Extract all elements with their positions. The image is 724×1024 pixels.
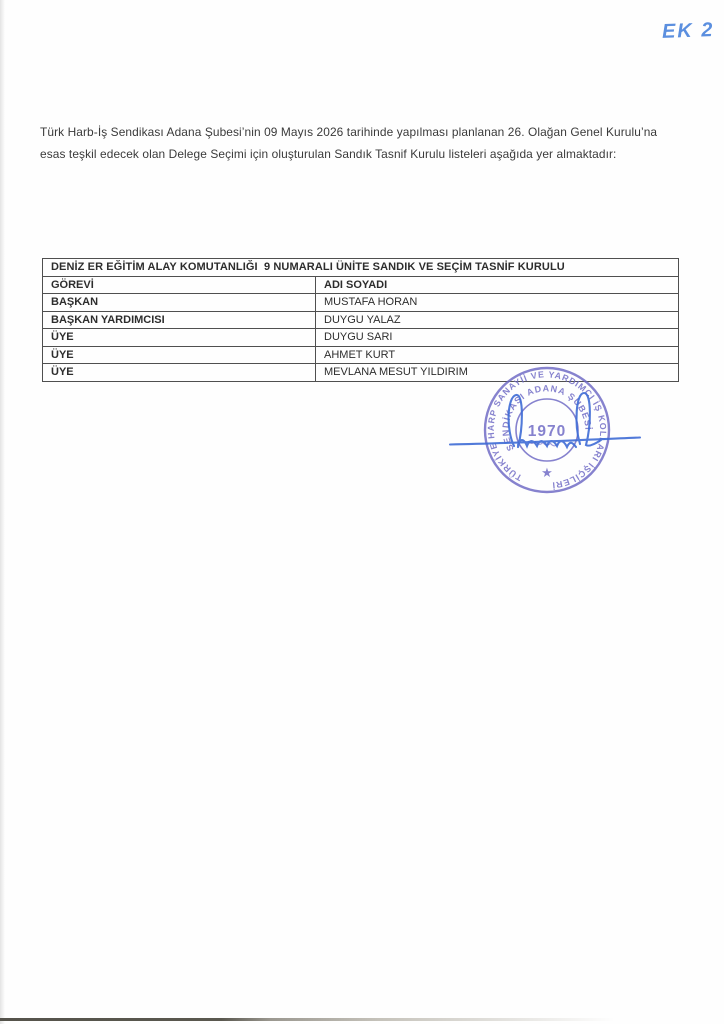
- table-header-row: [43, 276, 679, 294]
- stamp-year: 1970: [527, 423, 567, 440]
- table-title-row: [43, 259, 679, 277]
- cell-gorev: ÜYE: [43, 329, 316, 347]
- stamp-inner-ring-text: SENDİKASI ADANA ŞUBESİ: [500, 383, 594, 453]
- cell-gorev: BAŞKAN: [43, 294, 316, 312]
- column-header-gorevi: GÖREVİ: [43, 276, 316, 294]
- intro-paragraph: [40, 121, 700, 165]
- cell-gorev: ÜYE: [43, 346, 316, 364]
- signature-loop-1: [509, 395, 522, 447]
- stamp-outer-ring-text: TÜRKİYE HARP SANAYİİ VE YARDIMCI İŞ KOLLARI İŞÇİLERİ: [485, 369, 609, 491]
- cell-ad: DUYGU YALAZ: [316, 311, 679, 329]
- cell-ad: AHMET KURT: [316, 346, 679, 364]
- cell-ad: MEVLANA MESUT YILDIRIM: [316, 364, 679, 382]
- table-row: [43, 311, 679, 329]
- cell-ad: MUSTAFA HORAN: [316, 294, 679, 312]
- stamp-star-icon: ★: [541, 465, 553, 480]
- handwritten-annotation-ek2: EK 2: [661, 19, 715, 43]
- intro-line-2: esas teşkil edecek olan Delege Seçimi için oluşturulan Sandık Tasnif Kurulu listeleri aşağıda yer almaktadır:: [40, 147, 617, 161]
- column-header-adi-soyadi: ADI SOYADI: [316, 276, 679, 294]
- intro-line-1: Türk Harb-İş Sendikası Adana Şubesi’nin 09 Mayıs 2026 tarihinde yapılması planlanan 26. Olağan Genel Kurulu’na: [40, 125, 658, 139]
- table-row: [43, 294, 679, 312]
- signature: [440, 382, 662, 470]
- cell-gorev: BAŞKAN YARDIMCISI: [43, 311, 316, 329]
- table-row: [43, 329, 679, 347]
- signature-loop-2: [577, 393, 601, 446]
- scan-edge-artifact-left: [0, 0, 5, 1024]
- table-title: DENİZ ER EĞİTİM ALAY KOMUTANLIĞI 9 NUMARALI ÜNİTE SANDIK VE SEÇİM TASNİF KURULU: [43, 259, 679, 277]
- cell-ad: DUYGU SARI: [316, 329, 679, 347]
- cell-gorev: ÜYE: [43, 364, 316, 382]
- scan-edge-artifact-bottom: [0, 1018, 615, 1021]
